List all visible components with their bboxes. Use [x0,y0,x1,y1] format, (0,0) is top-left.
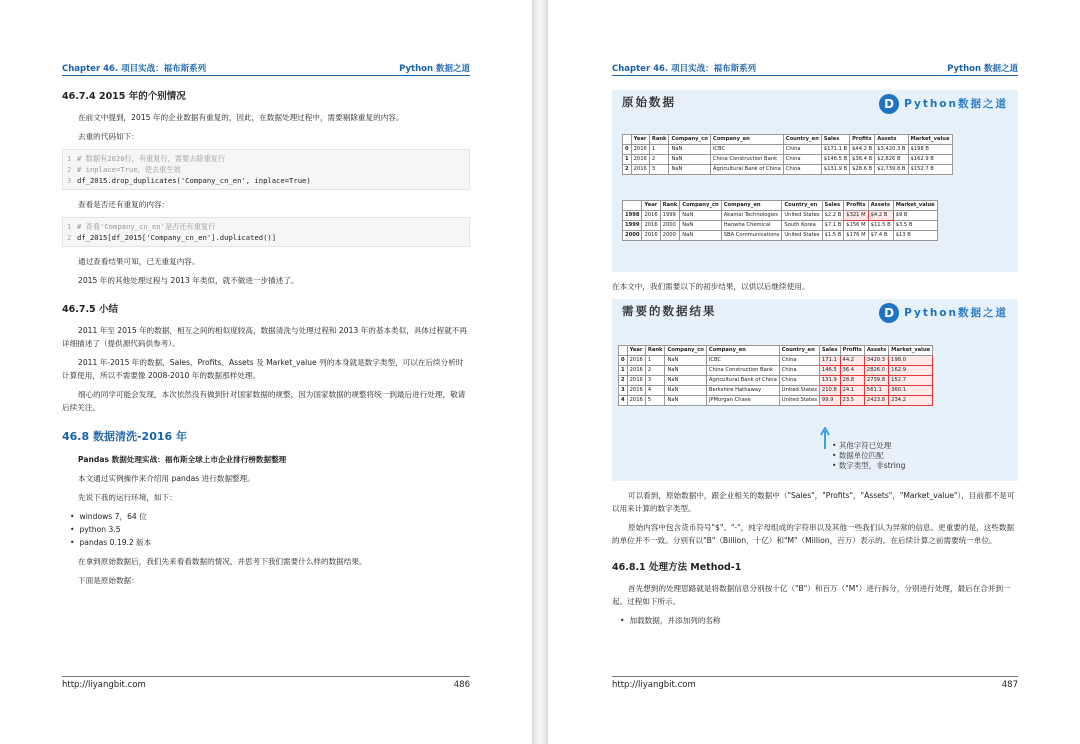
table-cell: $131.9 B [821,165,849,175]
raw-data-panel [612,90,1018,272]
table-header-cell: Assets [864,346,888,356]
table-row [623,211,938,221]
table-cell: 561.1 [864,386,888,396]
table-cell: NaN [669,155,710,165]
result-data-table [618,345,933,406]
table-cell: NaN [680,221,721,231]
table-cell: China [783,155,821,165]
table-header-cell: Year [627,346,645,356]
page-footer [612,676,1018,690]
table-cell: 3 [619,386,628,396]
table-cell: 152.7 [889,376,933,386]
table-header-cell: Profits [850,135,875,145]
table-header-cell [623,201,642,211]
table-cell: China [779,356,819,366]
table-header-row [623,135,953,145]
paragraph: 下面是原始数据： [78,576,139,585]
table-cell: 2 [645,366,665,376]
page-body [62,90,470,593]
table-header-cell: Year [642,201,660,211]
raw-data-table-head [622,134,953,175]
table-cell: $2,826 B [875,155,908,165]
table-cell: 2826.0 [864,366,888,376]
table-header-cell: Sales [821,135,849,145]
table-cell: $28.6 B [850,165,875,175]
table-cell: 3 [649,165,669,175]
table-header-cell: Market_value [908,135,952,145]
code-line: 1 # 数据有2020行，有重复行，需要去除重复行 [67,154,226,163]
table-header-cell: Country_en [779,346,819,356]
table-cell: 23.5 [840,396,864,406]
table-cell: $36.4 B [850,155,875,165]
table-cell: $2,739.8 B [875,165,908,175]
table-cell: SBA Communications [721,231,782,241]
paragraph: 首先想到的处理思路就是将数据信息分别按十亿（"B"）和百万（"M"）进行拆分，分别进行处理，最后在合并到一起。过程如下所示。 [612,584,1011,606]
footer-url[interactable]: http://liyangbit.com [62,680,146,690]
table-cell: JPMorgan Chase [706,396,779,406]
table-cell: 3420.3 [864,356,888,366]
table-row [623,155,953,165]
table-cell: $198 B [908,145,952,155]
table-cell: $11.5 B [868,221,893,231]
table-cell: Agricultural Bank of China [710,165,783,175]
table-row [623,231,938,241]
table-cell: 2 [623,165,632,175]
table-cell: 3 [645,376,665,386]
table-cell: $3,420.3 B [875,145,908,155]
section-heading: 46.7.4 2015 年的个别情况 [62,91,186,102]
table-header-cell: Company_cn [665,346,706,356]
table-header-cell: Rank [660,201,680,211]
table-cell: United States [782,211,822,221]
table-header-cell: Company_cn [669,135,710,145]
table-cell: 234.2 [889,396,933,406]
table-cell: 2000 [623,231,642,241]
table-header-cell [623,135,632,145]
table-cell: NaN [665,356,706,366]
table-cell: 360.1 [889,386,933,396]
table-cell: $146.5 B [821,155,849,165]
table-cell: $9 B [893,211,937,221]
table-cell: Hanwha Chemical [721,221,782,231]
paragraph: 细心的同学可能会发现，本次依然没有做到针对国家数据的规整，因为国家数据的规整将统一到最后进行处理，敬请后续关注。 [62,390,466,412]
brand-title: Python 数据之道 [947,64,1018,74]
table-cell: $162.9 B [908,155,952,165]
table-cell: 2016 [642,211,660,221]
chapter-section-heading: 46.8 数据清洗-2016 年 [62,430,187,443]
table-cell: $176 M [844,231,868,241]
chapter-title: Chapter 46. 项目实战：福布斯系列 [62,64,207,74]
table-cell: 2423.8 [864,396,888,406]
logo-d-icon: D [879,94,899,114]
table-cell: 2016 [627,366,645,376]
table-cell: $13 B [893,231,937,241]
page-body [612,90,1018,633]
code-line: 1 # 查看'Company_cn_en'是否还有重复行 [67,222,216,231]
table-cell: 2016 [627,396,645,406]
table-cell: United States [782,231,822,241]
table-cell: United States [779,396,819,406]
table-cell: $2.2 B [822,211,844,221]
table-cell: 44.2 [840,356,864,366]
paragraph-bold: Pandas 数据处理实战：福布斯全球上市企业排行榜数据整理 [78,455,287,464]
table-cell: $1.5 B [822,231,844,241]
table-header-cell: Company_cn [680,201,721,211]
table-cell: 131.9 [819,376,840,386]
section-heading: 46.8.1 处理方法 Method-1 [612,562,742,573]
table-cell: $152.7 B [908,165,952,175]
table-header-cell: Market_value [889,346,933,356]
table-row [619,396,933,406]
raw-data-table-tail [622,200,938,241]
table-cell: 1 [645,356,665,366]
note-item: • 数字类型，非string [832,461,906,470]
paragraph: 原始内容中包含货币符号"$"、"-"，纯字母组成的字符串以及其他一些我们认为异常的信息。更重要的是，这些数据的单位并不一致。分别有以"B"（Billion，十亿）和"M"（Million，百万）表示的。在后续计算之前需要统一单位。 [612,523,1015,545]
table-cell: 1 [623,155,632,165]
table-cell: NaN [665,386,706,396]
table-cell: 2000 [660,221,680,231]
table-cell: 210.8 [819,386,840,396]
book-gutter [532,0,548,744]
table-header-cell: Year [631,135,649,145]
logo-text: Python数据之道 [904,97,1008,110]
table-header-cell: Company_en [706,346,779,356]
table-cell: 5 [645,396,665,406]
table-cell: 162.9 [889,366,933,376]
code-line: 2 df_2015[df_2015['Company_cn_en'].duplicated()] [67,233,277,242]
env-list [70,510,470,549]
table-cell: 4 [645,386,665,396]
table-header-cell: Market_value [893,201,937,211]
table-cell: Akamai Technologies [721,211,782,221]
brand-logo [879,303,1008,323]
table-cell: NaN [680,211,721,221]
code-block [62,149,470,190]
table-cell: 2016 [627,376,645,386]
table-header-cell: Country_en [782,201,822,211]
panel-title: 原始数据 [622,95,676,109]
table-cell: 2 [649,155,669,165]
page-header [62,62,470,76]
table-cell: 28.8 [840,376,864,386]
list-item: • python 3.5 [70,523,470,536]
footer-url[interactable]: http://liyangbit.com [612,680,696,690]
table-cell: $3.5 B [893,221,937,231]
table-header-cell: Profits [840,346,864,356]
table-cell: China [783,165,821,175]
table-header-cell: Rank [649,135,669,145]
table-header-cell: Rank [645,346,665,356]
table-cell: Agricultural Bank of China [706,376,779,386]
paragraph: 本文通过实例操作来介绍用 pandas 进行数据整理。 [78,474,255,483]
table-cell: 2016 [642,221,660,231]
table-row [619,376,933,386]
table-cell: 36.4 [840,366,864,376]
table-cell: NaN [665,376,706,386]
table-cell: $7.4 B [868,231,893,241]
table-cell: 2016 [642,231,660,241]
table-header-row [619,346,933,356]
page-number: 486 [453,680,470,690]
table-cell: 1999 [623,221,642,231]
table-row [623,145,953,155]
notes-list [832,441,905,471]
table-header-cell: Sales [822,201,844,211]
table-cell: ICBC [706,356,779,366]
table-row [619,366,933,376]
table-cell: China Construction Bank [710,155,783,165]
table-cell: Berkshire Hathaway [706,386,779,396]
table-cell: United States [779,386,819,396]
table-cell: NaN [665,366,706,376]
table-row [623,221,938,231]
page-486 [0,0,532,744]
table-cell: 2739.8 [864,376,888,386]
table-cell: 0 [619,356,628,366]
table-cell: 2016 [627,356,645,366]
table-cell: China Construction Bank [706,366,779,376]
table-cell: China [779,376,819,386]
table-cell: 2016 [631,155,649,165]
table-cell: 2 [619,376,628,386]
list-item: • pandas 0.19.2 版本 [70,536,470,549]
table-cell: NaN [665,396,706,406]
chapter-title: Chapter 46. 项目实战：福布斯系列 [612,64,757,74]
table-cell: NaN [680,231,721,241]
table-header-cell: Company_en [710,135,783,145]
table-cell: South Korea [782,221,822,231]
table-cell: 171.1 [819,356,840,366]
paragraph: 去重的代码如下： [78,132,139,141]
section-heading: 46.7.5 小结 [62,304,118,315]
table-cell: 1998 [623,211,642,221]
paragraph: 在拿到原始数据后，我们先来看看数据的情况，并思考下我们需要什么样的数据结果。 [78,557,367,566]
paragraph: 可以看到，原始数据中，跟企业相关的数据中（"Sales"，"Profits"，"Assets"，"Market_value"），目前都不是可以用来计算的数字类型。 [612,491,1015,513]
paragraph: 2015 年的其他处理过程与 2013 年类似，就不做进一步描述了。 [78,276,299,285]
table-cell: 1 [619,366,628,376]
table-cell: 99.9 [819,396,840,406]
step-list [620,614,1018,627]
table-header-cell: Assets [868,201,893,211]
table-row [619,356,933,366]
table-cell: NaN [669,145,710,155]
paragraph: 先说下我的运行环境，如下： [78,493,177,502]
table-cell: $321 M [844,211,868,221]
table-cell: China [783,145,821,155]
panel-title: 需要的数据结果 [622,304,717,318]
table-row [623,165,953,175]
table-cell: 4 [619,396,628,406]
page-487 [548,0,1080,744]
table-cell: 1 [649,145,669,155]
table-cell: 2016 [627,386,645,396]
table-header-cell: Company_en [721,201,782,211]
brand-title: Python 数据之道 [399,64,470,74]
table-cell: $156 M [844,221,868,231]
table-cell: $4.2 B [868,211,893,221]
table-cell: $44.2 B [850,145,875,155]
brand-logo [879,94,1008,114]
table-row [619,386,933,396]
table-header-cell [619,346,628,356]
table-cell: 1999 [660,211,680,221]
result-panel [612,299,1018,481]
list-item: • windows 7，64 位 [70,510,470,523]
page-footer [62,676,470,690]
note-item: • 数据单位匹配 [832,451,884,460]
table-cell: 198.0 [889,356,933,366]
list-item: • 加载数据，并添加列的名称 [620,614,1018,627]
code-line: 2 # inplace=True，使去重生效 [67,165,181,174]
paragraph: 在前文中提到，2015 年的企业数据有重复的，因此，在数据处理过程中，需要剔除重复的内容。 [78,113,404,122]
paragraph: 2011 年至 2015 年的数据，相互之间的相似度较高，数据清洗与处理过程和 2013 年的基本类似，具体过程就不再详细描述了（提供源代码供参考）。 [62,326,467,348]
logo-d-icon: D [879,303,899,323]
code-line: 3 df_2015.drop_duplicates('Company_cn_en', inplace=True) [67,176,311,185]
page-number: 487 [1001,680,1018,690]
table-cell: 0 [623,145,632,155]
table-cell: NaN [669,165,710,175]
page-header [612,62,1018,76]
paragraph: 通过查看结果可知，已无重复内容。 [78,257,200,266]
table-cell: 2016 [631,165,649,175]
table-cell: China [779,366,819,376]
table-header-row [623,201,938,211]
table-cell: 2000 [660,231,680,241]
table-cell: 2016 [631,145,649,155]
paragraph: 2011 年-2015 年的数据，Sales、Profits、Assets 及 Market_value 列的本身就是数字类型，可以在后续分析时计算使用，所以不需要像 2008-2010 年的数据那样处理。 [62,358,464,380]
arrow-up-icon [820,427,830,449]
table-cell: 24.1 [840,386,864,396]
table-header-cell: Assets [875,135,908,145]
table-cell: $171.1 B [821,145,849,155]
table-cell: ICBC [710,145,783,155]
table-cell: $7.1 B [822,221,844,231]
table-header-cell: Country_en [783,135,821,145]
paragraph: 查看是否还有重复的内容： [78,200,170,209]
code-block [62,217,470,247]
table-cell: 146.5 [819,366,840,376]
note-item: • 其他字符已处理 [832,441,892,450]
table-header-cell: Sales [819,346,840,356]
logo-text: Python数据之道 [904,306,1008,319]
paragraph: 在本文中，我们需要以下的初步结果，以供以后继续使用。 [612,282,810,291]
table-header-cell: Profits [844,201,868,211]
